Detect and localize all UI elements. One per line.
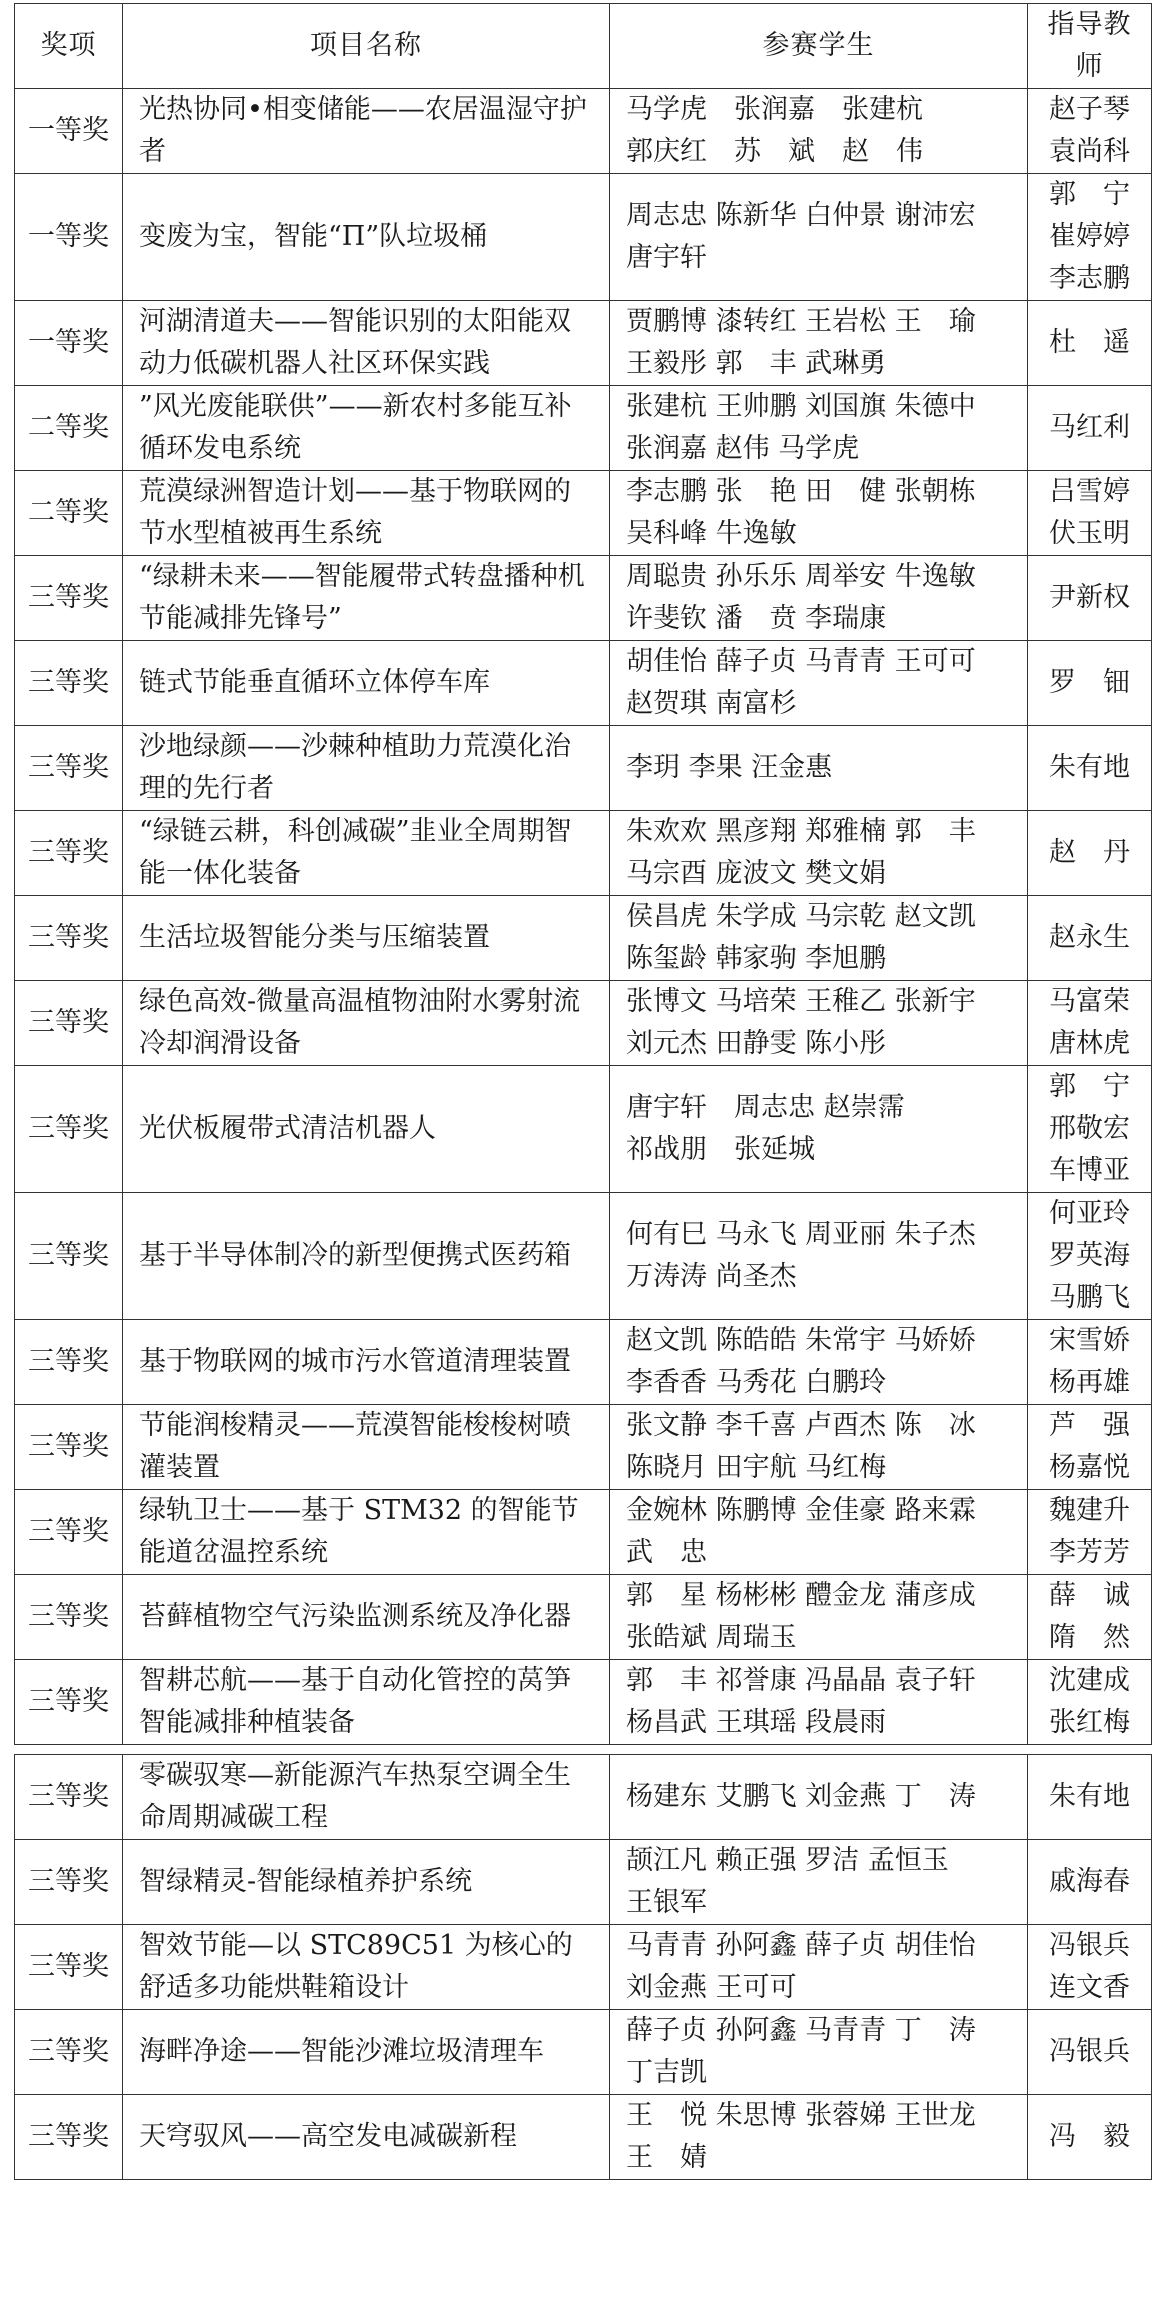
teacher-cell: 冯银兵 连文香 xyxy=(1028,1925,1152,2010)
teacher-cell: 赵永生 xyxy=(1028,896,1152,981)
students-cell: 周聪贵 孙乐乐 周举安 牛逸敏 许斐钦 潘 贲 李瑞康 xyxy=(610,556,1028,641)
students-cell: 贾鹏博 漆转红 王岩松 王 瑜 王毅彤 郭 丰 武琳勇 xyxy=(610,301,1028,386)
teacher-cell: 魏建升 李芳芳 xyxy=(1028,1490,1152,1575)
teacher-cell: 芦 强 杨嘉悦 xyxy=(1028,1405,1152,1490)
students-cell: 李玥 李果 汪金惠 xyxy=(610,726,1028,811)
award-cell: 二等奖 xyxy=(15,471,123,556)
header-teacher: 指导教师 xyxy=(1028,4,1152,89)
students-cell: 赵文凯 陈皓皓 朱常宇 马娇娇 李香香 马秀花 白鹏玲 xyxy=(610,1320,1028,1405)
students-cell: 唐宇轩 周志忠 赵崇霈 祁战朋 张延城 xyxy=(610,1066,1028,1193)
award-cell: 三等奖 xyxy=(15,1490,123,1575)
project-cell: 链式节能垂直循环立体停车库 xyxy=(123,641,610,726)
project-cell: 智耕芯航——基于自动化管控的莴笋智能减排种植装备 xyxy=(123,1660,610,1745)
students-cell: 马学虎 张润嘉 张建杭 郭庆红 苏 斌 赵 伟 xyxy=(610,89,1028,174)
award-cell: 三等奖 xyxy=(15,1405,123,1490)
project-cell: 荒漠绿洲智造计划——基于物联网的节水型植被再生系统 xyxy=(123,471,610,556)
teacher-cell: 冯银兵 xyxy=(1028,2010,1152,2095)
award-cell: 三等奖 xyxy=(15,896,123,981)
header-project: 项目名称 xyxy=(123,4,610,89)
teacher-cell: 戚海春 xyxy=(1028,1840,1152,1925)
award-cell: 三等奖 xyxy=(15,1193,123,1320)
students-cell: 张建杭 王帅鹏 刘国旗 朱德中 张润嘉 赵伟 马学虎 xyxy=(610,386,1028,471)
project-cell: 苔藓植物空气污染监测系统及净化器 xyxy=(123,1575,610,1660)
award-cell: 三等奖 xyxy=(15,1925,123,2010)
table-row xyxy=(15,471,1152,556)
students-cell: 郭 星 杨彬彬 醴金龙 蒲彦成 张皓斌 周瑞玉 xyxy=(610,1575,1028,1660)
students-cell: 朱欢欢 黑彦翔 郑雅楠 郭 丰 马宗酉 庞波文 樊文娟 xyxy=(610,811,1028,896)
teacher-cell: 冯 毅 xyxy=(1028,2095,1152,2180)
teacher-cell: 吕雪婷 伏玉明 xyxy=(1028,471,1152,556)
header-students: 参赛学生 xyxy=(610,4,1028,89)
students-cell: 金婉林 陈鹏博 金佳豪 路来霖 武 忠 xyxy=(610,1490,1028,1575)
students-cell: 郭 丰 祁誉康 冯晶晶 袁子轩 杨昌武 王琪瑶 段晨雨 xyxy=(610,1660,1028,1745)
award-cell: 三等奖 xyxy=(15,1320,123,1405)
students-cell: 何有巳 马永飞 周亚丽 朱子杰 万涛涛 尚圣杰 xyxy=(610,1193,1028,1320)
students-cell: 张博文 马培荣 王稚乙 张新宇 刘元杰 田静雯 陈小彤 xyxy=(610,981,1028,1066)
project-cell: 光热协同•相变储能——农居温湿守护者 xyxy=(123,89,610,174)
header-row xyxy=(15,4,1152,89)
award-cell: 三等奖 xyxy=(15,1840,123,1925)
table-row xyxy=(15,89,1152,174)
table-row xyxy=(15,726,1152,811)
award-cell: 三等奖 xyxy=(15,2010,123,2095)
project-cell: 基于半导体制冷的新型便携式医药箱 xyxy=(123,1193,610,1320)
project-cell: 节能润梭精灵——荒漠智能梭梭树喷灌装置 xyxy=(123,1405,610,1490)
table-row xyxy=(15,1320,1152,1405)
table-row xyxy=(15,981,1152,1066)
table-row xyxy=(15,1575,1152,1660)
award-cell: 三等奖 xyxy=(15,1575,123,1660)
students-cell: 薛子贞 孙阿鑫 马青青 丁 涛 丁吉凯 xyxy=(610,2010,1028,2095)
project-cell: “绿耕未来——智能履带式转盘播种机节能减排先锋号” xyxy=(123,556,610,641)
header-award: 奖项 xyxy=(15,4,123,89)
teacher-cell: 朱有地 xyxy=(1028,726,1152,811)
teacher-cell: 杜 遥 xyxy=(1028,301,1152,386)
teacher-cell: 赵 丹 xyxy=(1028,811,1152,896)
award-cell: 三等奖 xyxy=(15,811,123,896)
teacher-cell: 沈建成 张红梅 xyxy=(1028,1660,1152,1745)
project-cell: ”风光废能联供”——新农村多能互补循环发电系统 xyxy=(123,386,610,471)
award-cell: 三等奖 xyxy=(15,1066,123,1193)
table-row xyxy=(15,1925,1152,2010)
table-row xyxy=(15,1840,1152,1925)
project-cell: 光伏板履带式清洁机器人 xyxy=(123,1066,610,1193)
project-cell: “绿链云耕，科创减碳”韭业全周期智能一体化装备 xyxy=(123,811,610,896)
table-row xyxy=(15,301,1152,386)
project-cell: 变废为宝，智能“Π”队垃圾桶 xyxy=(123,174,610,301)
table-row xyxy=(15,174,1152,301)
students-cell: 周志忠 陈新华 白仲景 谢沛宏 唐宇轩 xyxy=(610,174,1028,301)
table-row xyxy=(15,2010,1152,2095)
table-row xyxy=(15,641,1152,726)
awards-table-continued xyxy=(14,1754,1152,2180)
project-cell: 生活垃圾智能分类与压缩装置 xyxy=(123,896,610,981)
students-cell: 李志鹏 张 艳 田 健 张朝栋 吴科峰 牛逸敏 xyxy=(610,471,1028,556)
table-row xyxy=(15,1490,1152,1575)
project-cell: 零碳驭寒—新能源汽车热泵空调全生命周期减碳工程 xyxy=(123,1755,610,1840)
students-cell: 张文静 李千喜 卢酉杰 陈 冰 陈晓月 田宇航 马红梅 xyxy=(610,1405,1028,1490)
table-row xyxy=(15,1755,1152,1840)
teacher-cell: 罗 钿 xyxy=(1028,641,1152,726)
award-cell: 三等奖 xyxy=(15,641,123,726)
students-cell: 王 悦 朱思博 张蓉娣 王世龙 王 婧 xyxy=(610,2095,1028,2180)
award-cell: 一等奖 xyxy=(15,301,123,386)
table-row xyxy=(15,2095,1152,2180)
project-cell: 绿色高效-微量高温植物油附水雾射流冷却润滑设备 xyxy=(123,981,610,1066)
table-row xyxy=(15,556,1152,641)
award-cell: 一等奖 xyxy=(15,89,123,174)
table-row xyxy=(15,1193,1152,1320)
award-cell: 三等奖 xyxy=(15,1660,123,1745)
students-cell: 颉江凡 赖正强 罗洁 孟恒玉 王银军 xyxy=(610,1840,1028,1925)
project-cell: 河湖清道夫——智能识别的太阳能双动力低碳机器人社区环保实践 xyxy=(123,301,610,386)
teacher-cell: 宋雪娇 杨再雄 xyxy=(1028,1320,1152,1405)
award-cell: 三等奖 xyxy=(15,726,123,811)
teacher-cell: 薛 诚 隋 然 xyxy=(1028,1575,1152,1660)
teacher-cell: 赵子琴 袁尚科 xyxy=(1028,89,1152,174)
table-row xyxy=(15,811,1152,896)
students-cell: 侯昌虎 朱学成 马宗乾 赵文凯 陈玺龄 韩家驹 李旭鹏 xyxy=(610,896,1028,981)
award-cell: 三等奖 xyxy=(15,1755,123,1840)
teacher-cell: 郭 宁 崔婷婷 李志鹏 xyxy=(1028,174,1152,301)
awards-table xyxy=(14,3,1152,1745)
teacher-cell: 尹新权 xyxy=(1028,556,1152,641)
project-cell: 智绿精灵-智能绿植养护系统 xyxy=(123,1840,610,1925)
teacher-cell: 马红利 xyxy=(1028,386,1152,471)
table-row xyxy=(15,1405,1152,1490)
table-row xyxy=(15,896,1152,981)
project-cell: 海畔净途——智能沙滩垃圾清理车 xyxy=(123,2010,610,2095)
teacher-cell: 马富荣 唐林虎 xyxy=(1028,981,1152,1066)
students-cell: 胡佳怡 薛子贞 马青青 王可可 赵贺琪 南富杉 xyxy=(610,641,1028,726)
award-cell: 三等奖 xyxy=(15,981,123,1066)
students-cell: 杨建东 艾鹏飞 刘金燕 丁 涛 xyxy=(610,1755,1028,1840)
teacher-cell: 何亚玲 罗英海 马鹏飞 xyxy=(1028,1193,1152,1320)
teacher-cell: 朱有地 xyxy=(1028,1755,1152,1840)
table-row xyxy=(15,1660,1152,1745)
project-cell: 天穹驭风——高空发电减碳新程 xyxy=(123,2095,610,2180)
project-cell: 基于物联网的城市污水管道清理装置 xyxy=(123,1320,610,1405)
project-cell: 绿轨卫士——基于 STM32 的智能节能道岔温控系统 xyxy=(123,1490,610,1575)
table-row xyxy=(15,386,1152,471)
table-row xyxy=(15,1066,1152,1193)
award-cell: 三等奖 xyxy=(15,2095,123,2180)
award-cell: 一等奖 xyxy=(15,174,123,301)
award-cell: 二等奖 xyxy=(15,386,123,471)
project-cell: 智效节能—以 STC89C51 为核心的舒适多功能烘鞋箱设计 xyxy=(123,1925,610,2010)
teacher-cell: 郭 宁 邢敬宏 车博亚 xyxy=(1028,1066,1152,1193)
award-cell: 三等奖 xyxy=(15,556,123,641)
project-cell: 沙地绿颜——沙棘种植助力荒漠化治理的先行者 xyxy=(123,726,610,811)
students-cell: 马青青 孙阿鑫 薛子贞 胡佳怡 刘金燕 王可可 xyxy=(610,1925,1028,2010)
